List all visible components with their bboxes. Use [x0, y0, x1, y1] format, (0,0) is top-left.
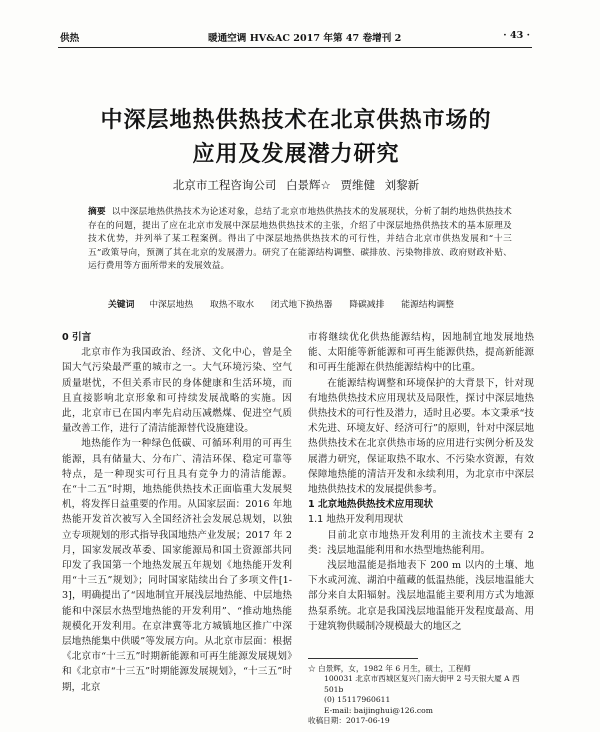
paragraph: 目前北京市地热开发利用的主流技术主要有 2 类：浅层地温能利用和水热型地热能利用。 — [308, 529, 534, 556]
header-rule — [58, 47, 532, 48]
paragraph: 浅层地温能是指地表下 200 m 以内的土壤、地下水或河流、湖泊中蕴藏的低温热能，浅层地温能大部分来自太阳辐射。浅层地温能主要利用方式为地源热泵系统。北京是我国浅层地温能开发程度最高、用于建筑物供暖制冷规模最大的地区之 — [308, 560, 534, 632]
section-1-1-heading: 1.1 地热开发利用现状 — [308, 514, 404, 526]
keyword: 能源结构调整 — [401, 300, 454, 310]
right-column — [308, 330, 534, 634]
author-footnote — [308, 664, 536, 726]
header-journal: 暖通空调 HV&AC 2017 年第 47 卷增刊 2 — [208, 33, 402, 44]
paragraph: 在能源结构调整和环境保护的大背景下，针对现有地热供热技术应用现状及局限性，探讨中深层地热供热技术的可行性及潜力，适时且必要。本文秉承“技术先进、环境友好、经济可行”的原则，针对中深层地热供热技术在北京供热市场的应用进行实例分析及发展潜力研究，保证取热不取水、不污染水资源，有效保障地热能的清洁开发和永续利用，为北京市中深层地热供热技术的发展提供参考。 — [308, 377, 534, 496]
footnote-rule — [308, 658, 418, 659]
paragraph-continued: 市将继续优化供热能源结构，因地制宜地发展地热能、太阳能等新能源和可再生能源供热，提高新能源和可再生能源在供热能源结构中的比重。 — [308, 332, 534, 374]
title-line-2: 应用及发展潜力研究 — [192, 142, 400, 167]
section-1-heading: 1 北京地热供热技术应用现状 — [308, 499, 434, 511]
keyword: 中深层地热 — [149, 300, 194, 310]
footnote-address: 100031 北京市西城区复兴门南大街甲 2 号天银大厦 A 西 501b — [324, 674, 520, 694]
section-0-heading: 0 引言 — [62, 332, 92, 343]
keyword: 闭式地下换热器 — [270, 300, 333, 310]
footnote-email: E-mail: baijinghui@126.com — [324, 705, 433, 715]
footnote-received-date: 收稿日期：2017-06-19 — [308, 716, 390, 726]
keyword: 取热不取水 — [210, 300, 254, 310]
header-page-number: · 43 · — [503, 30, 530, 41]
abstract — [88, 206, 512, 274]
keywords-label: 关键词 — [108, 300, 135, 310]
footnote-phone: (0) 15117960611 — [324, 695, 391, 705]
keywords — [108, 297, 468, 310]
header-section: 供热 — [60, 33, 80, 44]
paragraph: 地热能作为一种绿色低碳、可循环利用的可再生能源，具有储量大、分布广、清洁环保、稳定可靠等特点，是一种现实可行且具有竞争力的清洁能源。在“十二五”时期，地热能供热技术正面临重大发展契机，将发挥日益重要的作用。从国家层面：2016 年地热能开发首次被写入全国经济社会发展总规划，以独立专项规划的形式指导我国地热产业发展；2017 年 2 月，国家发展改革委、国家能源局和国土资源部共同印发了我国第一个地热发展五年规划《地热能开发利用“十三五”规划》；同时国家陆续出台了多项文件[1-3]，明确提出了“因地制宜开展浅层地热能、中层地热能和中深层水热型地热能的开发利用”、“推动地热能规模化开发利用。在京津冀等北方城镇地区推广中深层地热能集中供暖”等发展方向。从北京市层面：根据《北京市“十三五”时期新能源和可再生能源发展规划》和《北京市“十三五”时期能源发展规划》，“十三五”时期，北京 — [62, 438, 292, 693]
abstract-label: 摘要 — [88, 207, 106, 217]
authors: 北京市工程咨询公司 白景辉☆ 贾维健 刘黎新 — [172, 178, 420, 192]
footnote-author: ☆ 白景辉，女，1982 年 6 月生，硕士，工程师 — [308, 664, 471, 673]
abstract-text: 以中深层地热供热技术为论述对象，总结了北京市地热供热技术的发展现状，分析了制约地热供热技术存在的问题，提出了应在北京市发展中深层地热供热技术的主张，介绍了中深层地热供热技术的基本原理及技术优势，并列举了某工程案例。得出了中深层地热供热技术的可行性，并结合北京市供热发展和“十三五”政策导向，预测了其在北京的发展潜力。研究了在能源结构调整、碳排放、污染物排放、政府财政补贴、运行费用等方面所带来的发展效益。 — [88, 207, 512, 272]
left-column — [62, 330, 292, 695]
paragraph: 北京市作为我国政治、经济、文化中心，曾是全国大气污染最严重的城市之一。大气环境污染、空气质量堪忧，不但关系市民的身体健康和生活环境，而且直接影响北京形象和可持续发展战略的实施。因此，北京市已在国内率先启动压减燃煤、促进空气质量改善工作，进行了清洁能源替代设施建设。 — [62, 347, 292, 435]
running-header — [60, 30, 530, 44]
keyword: 降碳减排 — [349, 300, 385, 310]
title-line-1: 中深层地热供热技术在北京供热市场的 — [100, 108, 492, 133]
